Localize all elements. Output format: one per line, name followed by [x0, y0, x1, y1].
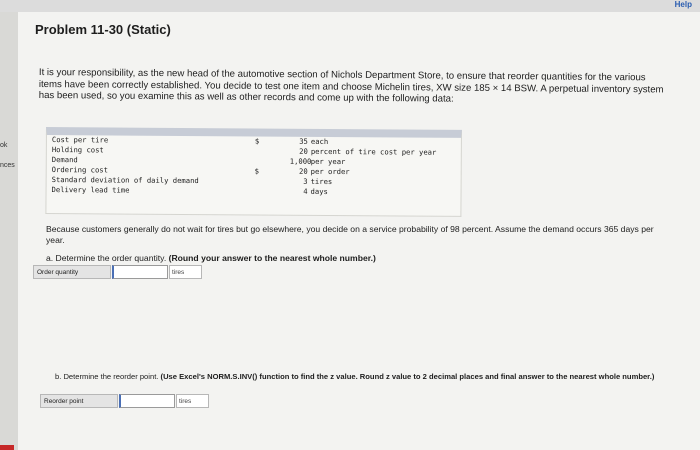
order-quantity-label: Order quantity [33, 265, 111, 279]
data-value: 20 [299, 146, 308, 156]
data-row [47, 185, 461, 198]
reorder-point-label: Reorder point [40, 394, 118, 408]
part-a-question [46, 253, 376, 263]
data-unit: percent of tire cost per year [310, 146, 437, 157]
order-quantity-unit: tires [169, 265, 202, 279]
order-quantity-row [33, 265, 202, 279]
data-value: 3 [303, 176, 308, 186]
sidebar-item-references[interactable]: nces [0, 162, 15, 169]
data-label: Holding cost [51, 145, 104, 155]
data-currency [255, 186, 290, 196]
part-b-question [55, 372, 655, 382]
problem-panel [18, 12, 700, 450]
reorder-point-input[interactable] [119, 394, 175, 408]
data-value: 35 [299, 136, 308, 146]
top-strip [0, 0, 700, 12]
reorder-point-unit: tires [176, 394, 209, 408]
sidebar-accent-bar [0, 445, 14, 450]
problem-intro: It is your responsibility, as the new head of the automotive section of Nichols Department Store, to ensure that reorder quantities for the various items have been correctly established. You decide to test one item and choose Michelin tires, XW size 185 × 14 BSW. A perpetual inventory system has been used, so you examine this as well as other records and come up with the following data: [38, 67, 664, 105]
data-label: Standard deviation of daily demand [51, 175, 199, 186]
data-value: 4 [303, 186, 308, 196]
data-currency [255, 176, 290, 186]
part-b-instruction: (Use Excel's NORM.S.INV() function to find the z value. Round z value to 2 decimal places and final answer to the nearest whole number.) [160, 372, 655, 381]
data-currency [255, 146, 290, 156]
data-currency: $ [254, 166, 260, 176]
left-sidebar [0, 12, 18, 450]
data-value: 1,000 [289, 156, 312, 166]
data-value: 20 [299, 166, 308, 176]
service-note: Because customers generally do not wait for tires but go elsewhere, you decide on a service probability of 98 percent. Assume the demand occurs 365 days per year. [46, 224, 654, 245]
data-unit: days [310, 186, 328, 196]
part-a-question-text: a. Determine the order quantity. [46, 253, 167, 263]
data-label: Delivery lead time [51, 185, 130, 195]
order-quantity-input[interactable] [112, 265, 168, 279]
data-unit: per year [310, 156, 346, 167]
data-table [45, 127, 462, 217]
data-label: Ordering cost [51, 165, 108, 175]
data-unit: tires [310, 176, 333, 186]
data-label: Cost per tire [51, 135, 109, 145]
part-a-instruction: (Round your answer to the nearest whole number.) [168, 253, 376, 263]
reorder-point-row [40, 394, 209, 408]
data-currency [255, 156, 290, 166]
part-b-question-text: b. Determine the reorder point. [55, 372, 159, 381]
data-label: Demand [51, 155, 78, 165]
sidebar-item-ebook[interactable]: ok [0, 142, 8, 149]
data-currency: $ [254, 136, 260, 146]
problem-title: Problem 11-30 (Static) [35, 22, 171, 37]
help-link[interactable]: Help [674, 0, 692, 9]
data-unit: per order [310, 166, 350, 177]
data-unit: each [310, 136, 329, 146]
